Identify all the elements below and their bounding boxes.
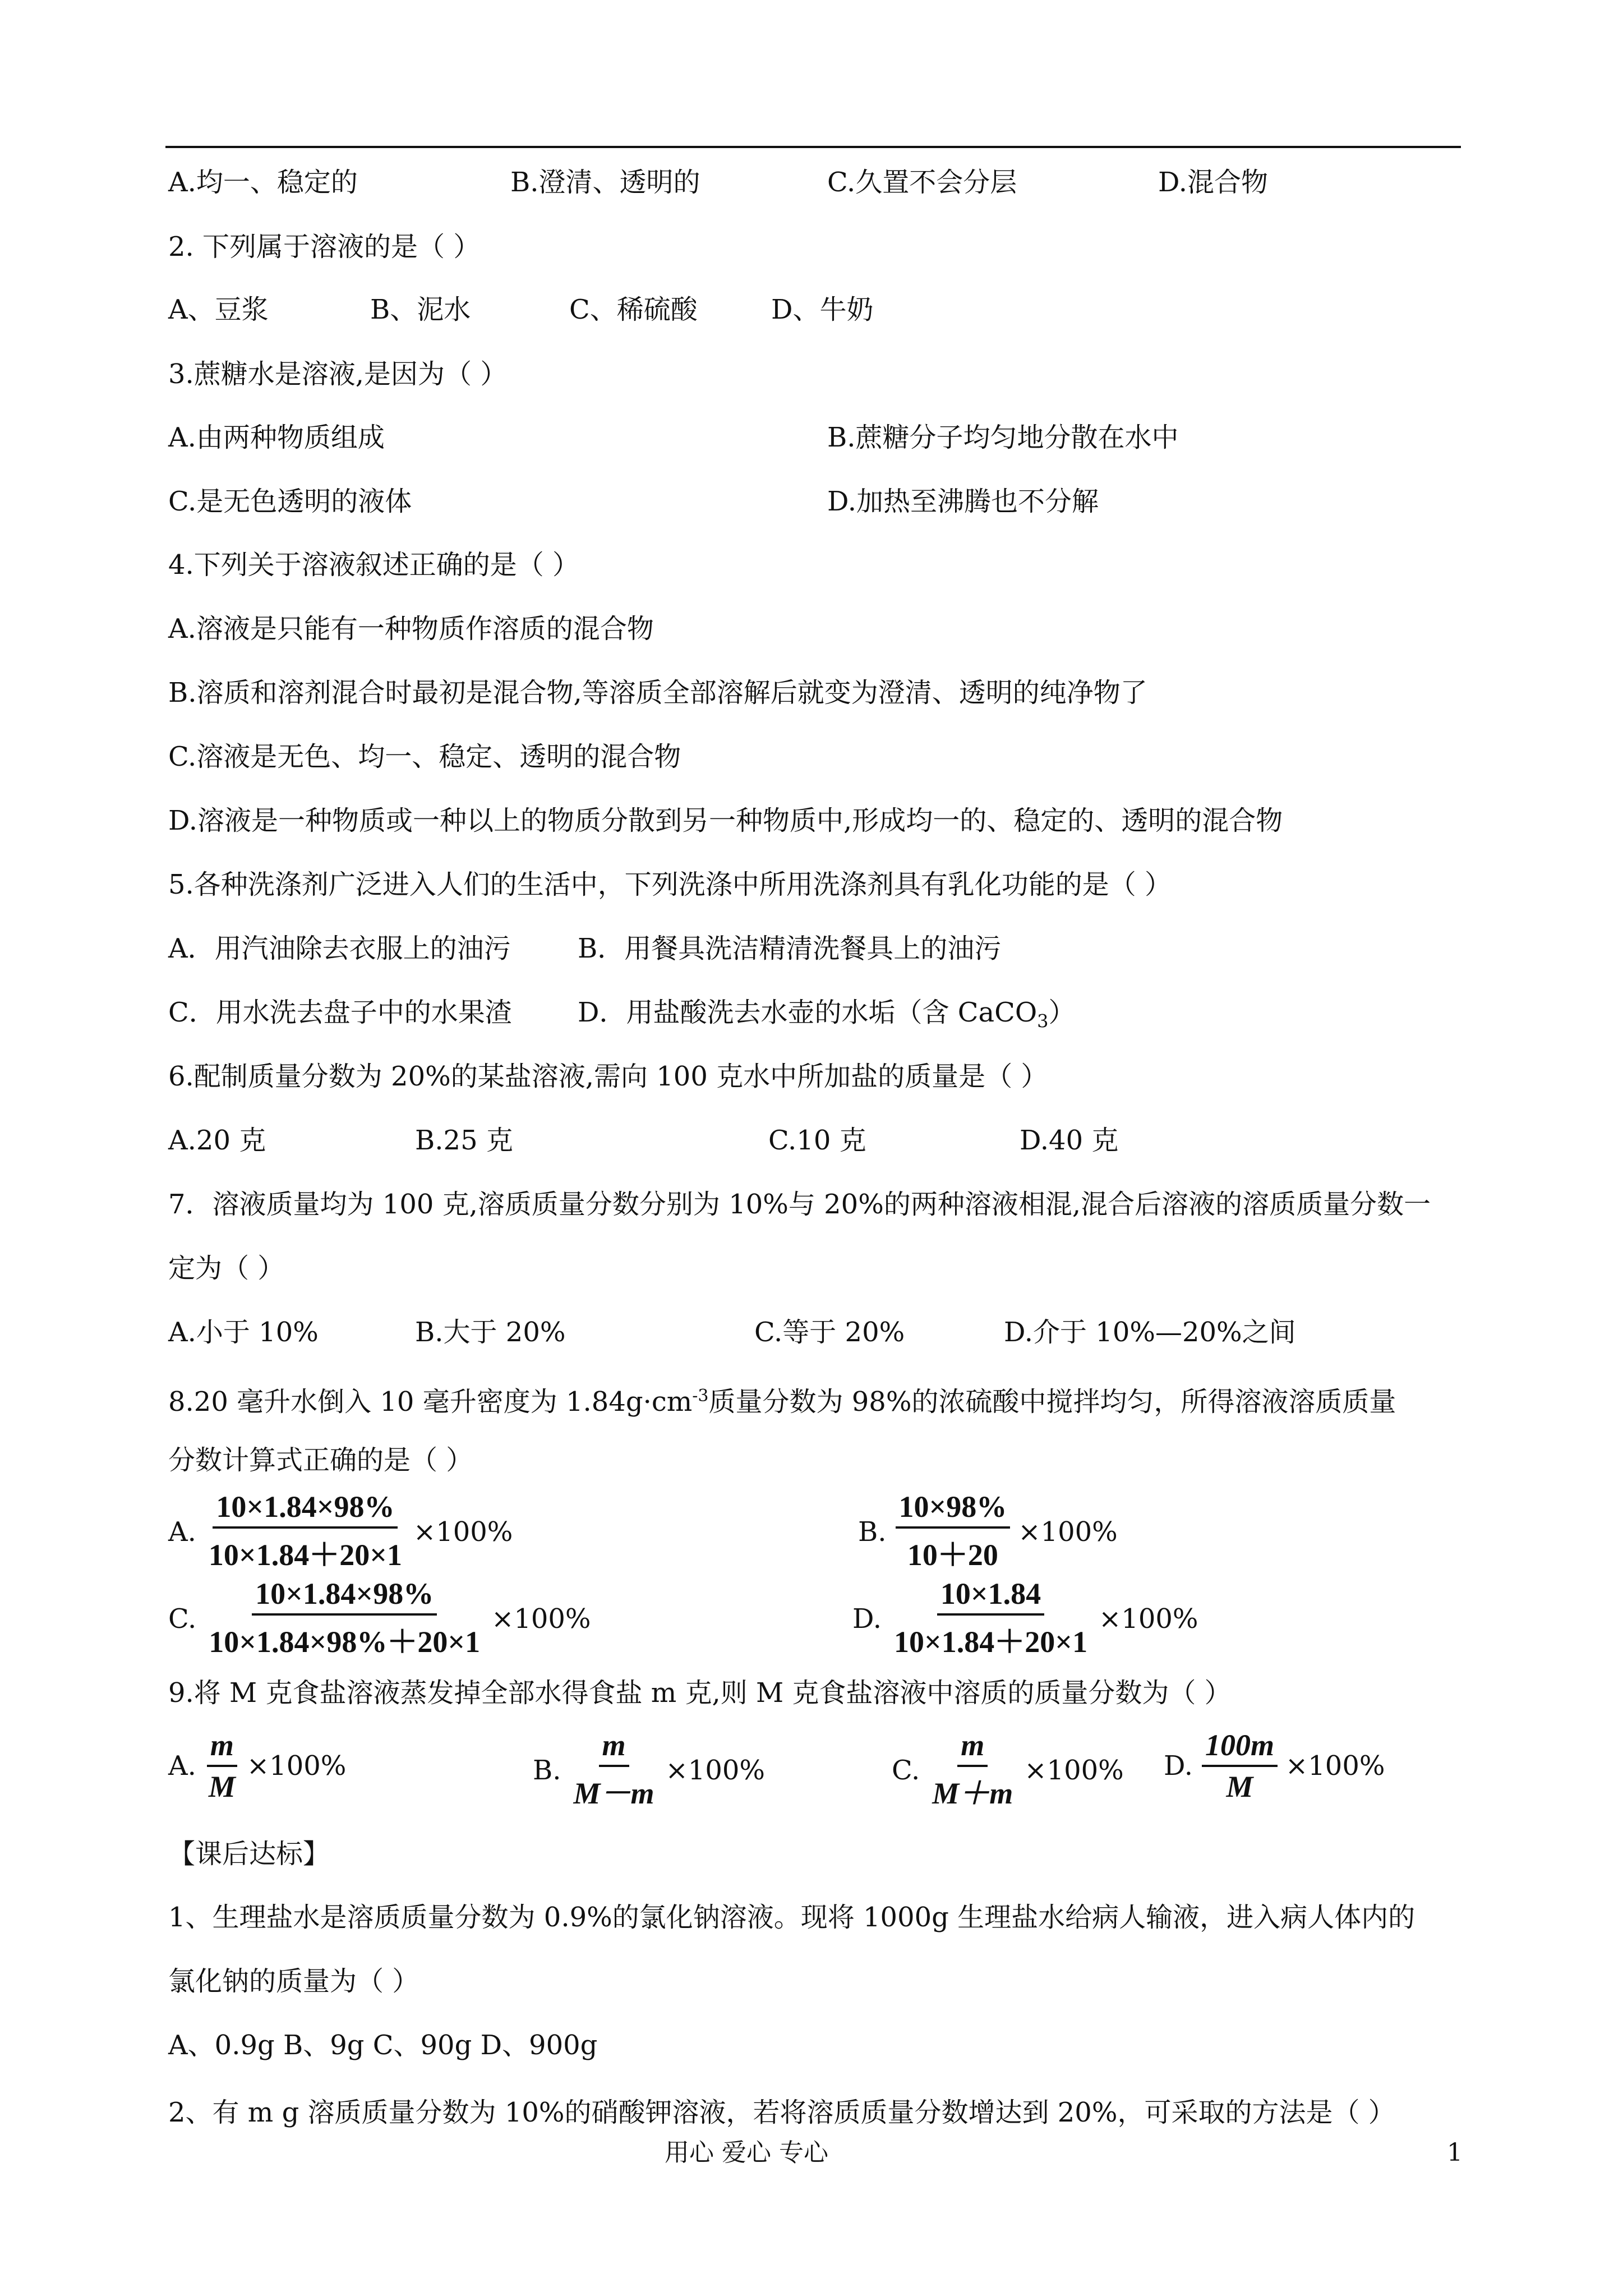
q6-option-b: B.25 克 (415, 1125, 513, 1156)
q9-option-c-fraction (929, 1728, 1016, 1812)
q8-stem-line1: 8.20 毫升水倒入 10 毫升密度为 $1.84g\cdot cm^{-3}$质量分数为 98%的浓硫酸中搅拌均匀，所得溶液溶质质量 (168, 1386, 1396, 1418)
q9-option-d-multiplier: ×100% (1285, 1750, 1385, 1782)
q2-option-b: B、泥水 (370, 294, 471, 325)
q5-option-a: A．用汽油除去衣服上的油污 (168, 933, 511, 964)
q9-option-b-label: B. (533, 1754, 561, 1786)
p1-stem-line1: 1、生理盐水是溶质质量分数为 0.9%的氯化钠溶液。现将 1000g 生理盐水给病人输液，进入病人体内的 (168, 1902, 1415, 1933)
q9-option-a-multiplier: ×100% (246, 1750, 347, 1782)
q9-option-d-label: D. (1164, 1750, 1193, 1782)
q8-option-d (852, 1576, 1198, 1661)
q8-option-d-denominator: 10×1.84＋20×1 (894, 1625, 1088, 1659)
q9-stem: 9.将 M 克食盐溶液蒸发掉全部水得食盐 m 克,则 M 克食盐溶液中溶质的质量分数为（ ） (168, 1677, 1232, 1709)
q9-option-a-fraction (205, 1728, 239, 1804)
q3-option-c: C.是无色透明的液体 (168, 486, 412, 517)
q8-option-a-fraction (205, 1489, 405, 1574)
q3-option-d: D.加热至沸腾也不分解 (827, 486, 1099, 517)
q5-option-d: D．用盐酸洗去水壶的水垢（含 CaCO$_3$） (578, 997, 1076, 1032)
q7-option-c: C.等于 20% (754, 1317, 905, 1348)
q7-option-a: A.小于 10% (168, 1317, 319, 1348)
q9-option-c-denominator: M＋m (932, 1777, 1013, 1810)
q8-option-a-denominator: 10×1.84＋20×1 (208, 1538, 402, 1572)
q7-stem-line1: 7．溶液质量均为 100 克,溶质质量分数分别为 10%与 20%的两种溶液相混,混合后溶液的溶质质量分数一 (168, 1189, 1431, 1220)
q9-option-b-multiplier: ×100% (665, 1754, 766, 1786)
q8-option-b-label: B. (858, 1516, 887, 1548)
q2-option-c: C、稀硫酸 (569, 294, 698, 325)
q1-option-b: B.澄清、透明的 (510, 167, 700, 198)
q1-option-d: D.混合物 (1158, 167, 1269, 198)
q9-option-a-label: A. (168, 1750, 196, 1782)
q4-stem: 4.下列关于溶液叙述正确的是（ ） (168, 549, 580, 581)
q3-option-a: A.由两种物质组成 (168, 422, 385, 453)
section-heading: 【课后达标】 (168, 1838, 330, 1870)
q9-option-b-denominator: M－m (573, 1777, 654, 1810)
q4-option-d: D.溶液是一种物质或一种以上的物质分散到另一种物质中,形成均一的、稳定的、透明的混合物 (168, 805, 1283, 836)
q8-option-d-fraction (891, 1576, 1091, 1661)
q9-option-c-multiplier: ×100% (1024, 1754, 1124, 1786)
q6-stem: 6.配制质量分数为 20%的某盐溶液,需向 100 克水中所加盐的质量是（ ） (168, 1061, 1048, 1092)
q9-option-d-denominator: M (1226, 1770, 1253, 1803)
q9-option-d (1164, 1728, 1385, 1804)
page-number: 1 (1447, 2138, 1463, 2167)
q6-option-a: A.20 克 (168, 1125, 266, 1156)
q9-option-a-denominator: M (208, 1770, 236, 1803)
q4-option-a: A.溶液是只能有一种物质作溶质的混合物 (168, 613, 654, 645)
q5-option-b: B．用餐具洗洁精清洗餐具上的油污 (578, 933, 1002, 964)
q4-option-c: C.溶液是无色、均一、稳定、透明的混合物 (168, 741, 681, 772)
q8-option-b-multiplier: ×100% (1018, 1516, 1118, 1548)
q7-option-b: B.大于 20% (415, 1317, 566, 1348)
q5-option-c: C．用水洗去盘子中的水果渣 (168, 997, 512, 1028)
q7-option-d: D.介于 10%—20%之间 (1004, 1317, 1296, 1348)
q8-option-c (168, 1576, 591, 1661)
q7-stem-line2: 定为（ ） (168, 1253, 285, 1284)
q8-option-d-multiplier: ×100% (1099, 1603, 1198, 1635)
p2-stem: 2、有 m g 溶质质量分数为 10%的硝酸钾溶液，若将溶质质量分数增达到 20%，可采取的方法是（ ） (168, 2097, 1395, 2128)
q9-option-b-fraction (570, 1728, 658, 1812)
footer-motto: 用心 爱心 专心 (665, 2138, 828, 2167)
q8-option-d-numerator: 10×1.84 (937, 1576, 1044, 1616)
q3-option-b: B.蔗糖分子均匀地分散在水中 (827, 422, 1179, 453)
q8-option-a-multiplier: ×100% (413, 1516, 513, 1548)
q9-option-c-numerator: m (957, 1728, 988, 1767)
q1-option-a: A.均一、稳定的 (168, 167, 358, 198)
q4-option-b: B.溶质和溶剂混合时最初是混合物,等溶质全部溶解后就变为澄清、透明的纯净物了 (168, 677, 1147, 708)
q8-option-c-multiplier: ×100% (491, 1603, 591, 1635)
q8-option-b (858, 1489, 1118, 1574)
q8-option-a-label: A. (168, 1516, 196, 1548)
q9-option-d-fraction (1202, 1728, 1278, 1804)
q6-option-d: D.40 克 (1020, 1125, 1119, 1156)
q9-option-a (168, 1728, 346, 1804)
q8-stem-line2: 分数计算式正确的是（ ） (168, 1444, 473, 1476)
q1-option-c: C.久置不会分层 (827, 167, 1017, 198)
q8-option-b-denominator: 10＋20 (907, 1538, 998, 1572)
q2-option-d: D、牛奶 (771, 294, 874, 325)
q8-option-a (168, 1489, 513, 1574)
q8-option-c-fraction (205, 1576, 483, 1661)
q6-option-c: C.10 克 (768, 1125, 866, 1156)
q8-option-b-numerator: 10×98% (896, 1489, 1011, 1529)
q5-stem: 5.各种洗涤剂广泛进入人们的生活中，下列洗涤中所用洗涤剂具有乳化功能的是（ ） (168, 869, 1172, 900)
p1-stem-line2: 氯化钠的质量为（ ） (168, 1966, 419, 1997)
q3-stem: 3.蔗糖水是溶液,是因为（ ） (168, 358, 508, 390)
q8-option-c-label: C. (168, 1603, 197, 1635)
p1-options: A、0.9g B、9g C、90g D、900g (168, 2030, 598, 2061)
q8-option-b-fraction (896, 1489, 1011, 1574)
q9-option-b (533, 1728, 765, 1812)
q9-option-c (892, 1728, 1124, 1812)
q9-option-b-numerator: m (599, 1728, 629, 1767)
q8-option-d-label: D. (852, 1603, 882, 1635)
q8-option-a-numerator: 10×1.84×98% (213, 1489, 398, 1529)
q8-option-c-denominator: 10×1.84×98%＋20×1 (209, 1625, 481, 1659)
q2-stem: 2. 下列属于溶液的是（ ） (168, 231, 481, 263)
q9-option-d-numerator: 100m (1202, 1728, 1278, 1767)
q9-option-c-label: C. (892, 1754, 920, 1786)
q8-option-c-numerator: 10×1.84×98% (252, 1576, 437, 1616)
q2-option-a: A、豆浆 (168, 294, 269, 325)
header-rule (165, 146, 1461, 148)
q9-option-a-numerator: m (207, 1728, 237, 1767)
